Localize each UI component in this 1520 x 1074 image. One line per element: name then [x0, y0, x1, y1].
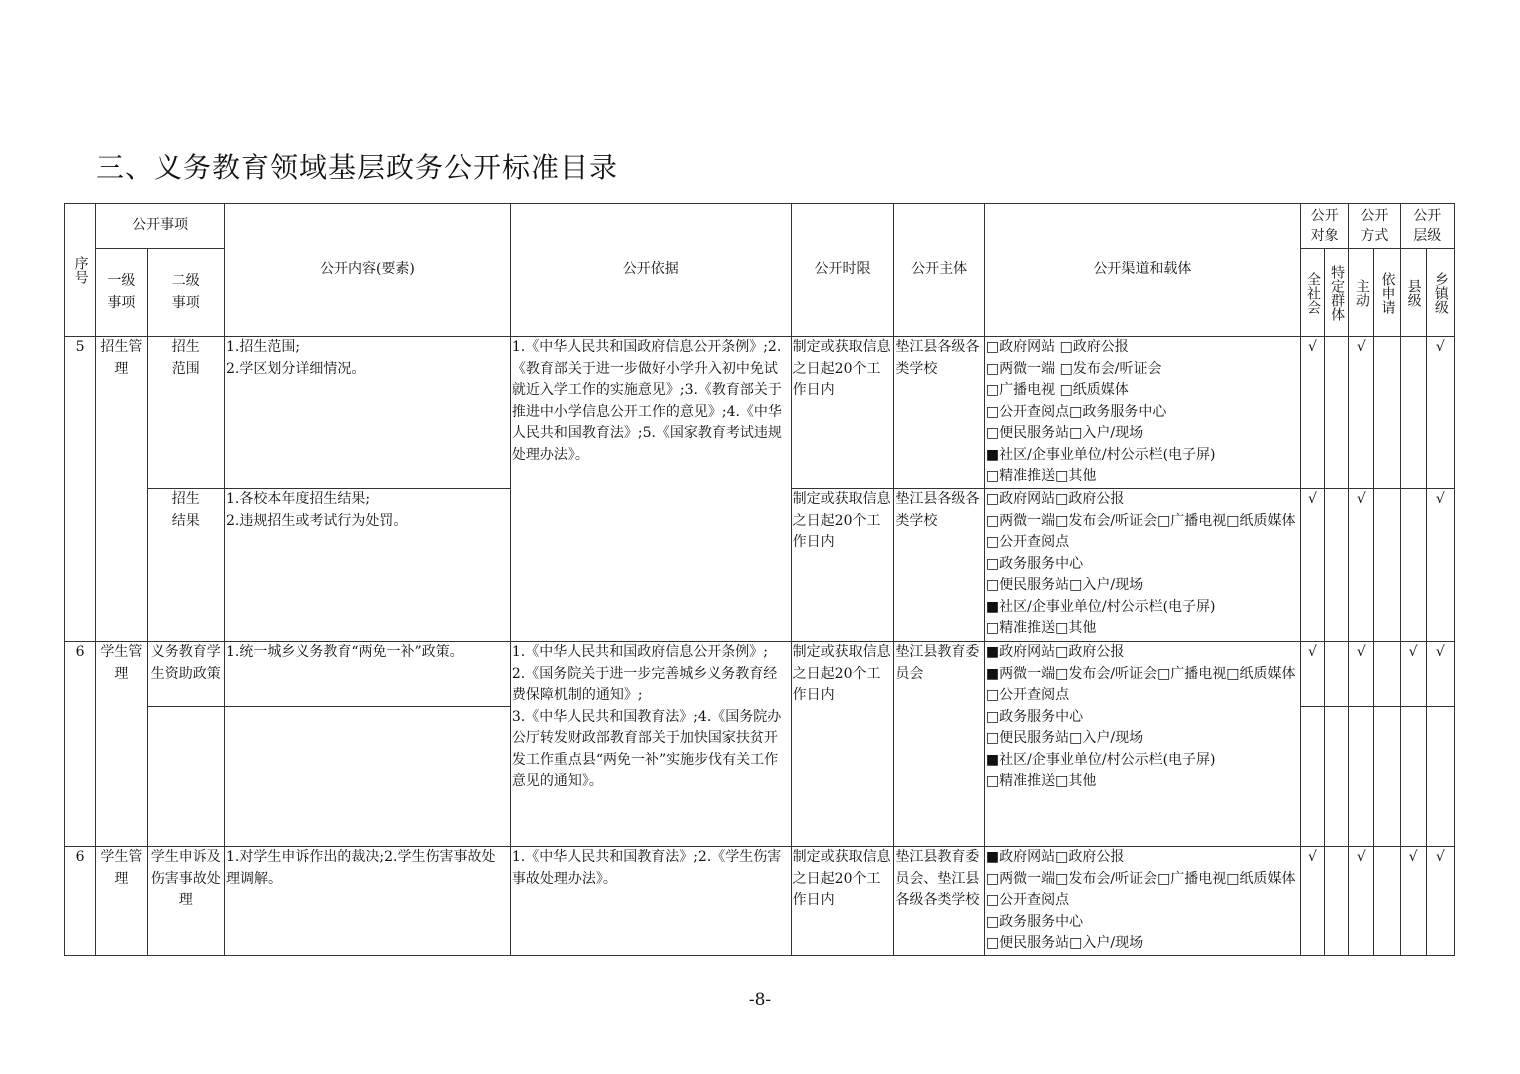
header-township: 乡镇级	[1426, 249, 1454, 337]
header-all-society: 全社会	[1300, 249, 1324, 337]
header-time: 公开时限	[791, 204, 894, 337]
header-subject: 公开主体	[894, 204, 985, 337]
mark-county	[1400, 337, 1426, 489]
mark-on-request	[1374, 337, 1400, 489]
row-content: 1.对学生申诉作出的裁决;2.学生伤害事故处理调解。	[225, 847, 511, 956]
row-level2: 招生 范围	[147, 337, 225, 489]
row-channel: □政府网站□政府公报 □两微一端□发布会/听证会□广播电视□纸质媒体□公开查阅点 □政务服务中心 □便民服务站□入户/现场 ■社区/企事业单位/村公示栏(电子屏) □精准推送□其他	[984, 489, 1300, 642]
mark-township: √	[1426, 337, 1454, 489]
row-channel: ■政府网站□政府公报 □两微一端□发布会/听证会□广播电视□纸质媒体□公开查阅点 □政务服务中心 □便民服务站□入户/现场	[984, 847, 1300, 956]
row-basis: 1.《中华人民共和国政府信息公开条例》; 2.《国务院关于进一步完善城乡义务教育经费保障机制的通知》; 3.《中华人民共和国教育法》;4.《国务院办公厅转发财政部教育部关于加快国家扶贫开发工作重点县“两免一补”实施步伐有关工作意见的通知》。	[510, 642, 791, 847]
mark-empty	[1374, 707, 1400, 847]
row-channel: ■政府网站□政府公报 ■两微一端□发布会/听证会□广播电视□纸质媒体□公开查阅点 □政务服务中心 □便民服务站□入户/现场 ■社区/企事业单位/村公示栏(电子屏) □精准推送□其他	[984, 642, 1300, 847]
mark-township: √	[1426, 847, 1454, 956]
table-row	[65, 642, 1455, 707]
table-row	[65, 337, 1455, 489]
header-channel: 公开渠道和载体	[984, 204, 1300, 337]
header-level: 公开 层级	[1400, 204, 1454, 249]
row-time: 制定或获取信息之日起20个工作日内	[791, 489, 894, 642]
row-content: 1.招生范围; 2.学区划分详细情况。	[225, 337, 511, 489]
header-method: 公开 方式	[1349, 204, 1400, 249]
mark-on-request	[1374, 489, 1400, 642]
row-level1: 招生管理	[96, 337, 147, 642]
row-level1: 学生管理	[96, 847, 147, 956]
header-level2: 二级 事项	[147, 249, 225, 337]
catalog-table	[64, 203, 1455, 956]
mark-on-request	[1374, 642, 1400, 707]
mark-active: √	[1349, 642, 1374, 707]
header-content: 公开内容(要素)	[225, 204, 511, 337]
row-content: 1.各校本年度招生结果; 2.违规招生或考试行为处罚。	[225, 489, 511, 642]
row-level1: 学生管理	[96, 642, 147, 847]
header-basis: 公开依据	[510, 204, 791, 337]
row-subject: 垫江县教育委员会	[894, 642, 985, 847]
header-specific-group: 特定群体	[1325, 249, 1349, 337]
row-level2: 招生 结果	[147, 489, 225, 642]
row-content-empty	[225, 707, 511, 847]
row-level2-empty	[147, 707, 225, 847]
mark-all-society: √	[1300, 337, 1324, 489]
mark-empty	[1300, 707, 1324, 847]
header-active: 主动	[1349, 249, 1374, 337]
row-seq: 6	[65, 847, 96, 956]
mark-all-society: √	[1300, 847, 1324, 956]
row-seq: 5	[65, 337, 96, 642]
mark-active: √	[1349, 337, 1374, 489]
mark-specific-group	[1325, 337, 1349, 489]
page-number: -8-	[748, 990, 772, 1010]
mark-empty	[1349, 707, 1374, 847]
row-seq: 6	[65, 642, 96, 847]
page-title: 三、义务教育领域基层政务公开标准目录	[96, 151, 619, 184]
mark-all-society: √	[1300, 642, 1324, 707]
row-subject: 垫江县各级各类学校	[894, 489, 985, 642]
mark-county: √	[1400, 642, 1426, 707]
mark-county: √	[1400, 847, 1426, 956]
header-level1: 一级 事项	[96, 249, 147, 337]
mark-on-request	[1374, 847, 1400, 956]
row-subject: 垫江县各级各类学校	[894, 337, 985, 489]
row-content: 1.统一城乡义务教育“两免一补”政策。	[225, 642, 511, 707]
row-time: 制定或获取信息之日起20个工作日内	[791, 337, 894, 489]
mark-specific-group	[1325, 642, 1349, 707]
row-level2: 义务教育学生资助政策	[147, 642, 225, 707]
row-basis: 1.《中华人民共和国政府信息公开条例》;2.《教育部关于进一步做好小学升入初中免试就近入学工作的实施意见》;3.《教育部关于推进中小学信息公开工作的意见》;4.《中华人民共和国教育法》;5.《国家教育考试违规处理办法》。	[510, 337, 791, 642]
mark-township: √	[1426, 489, 1454, 642]
header-seq: 序号	[65, 204, 96, 337]
mark-specific-group	[1325, 847, 1349, 956]
mark-active: √	[1349, 489, 1374, 642]
row-time: 制定或获取信息之日起20个工作日内	[791, 847, 894, 956]
mark-all-society: √	[1300, 489, 1324, 642]
header-target: 公开 对象	[1300, 204, 1348, 249]
header-county: 县级	[1400, 249, 1426, 337]
mark-county	[1400, 489, 1426, 642]
row-channel: □政府网站 □政府公报 □两微一端 □发布会/听证会 □广播电视 □纸质媒体 □公开查阅点□政务服务中心 □便民服务站□入户/现场 ■社区/企事业单位/村公示栏(电子屏) □精准推送□其他	[984, 337, 1300, 489]
row-time: 制定或获取信息之日起20个工作日内	[791, 642, 894, 847]
mark-active: √	[1349, 847, 1374, 956]
mark-empty	[1400, 707, 1426, 847]
row-subject: 垫江县教育委员会、垫江县各级各类学校	[894, 847, 985, 956]
row-basis: 1.《中华人民共和国教育法》;2.《学生伤害事故处理办法》。	[510, 847, 791, 956]
header-on-request: 依申请	[1374, 249, 1400, 337]
header-item: 公开事项	[96, 204, 225, 249]
mark-empty	[1325, 707, 1349, 847]
mark-specific-group	[1325, 489, 1349, 642]
mark-empty	[1426, 707, 1454, 847]
row-level2: 学生申诉及伤害事故处理	[147, 847, 225, 956]
table-row	[65, 847, 1455, 956]
mark-township: √	[1426, 642, 1454, 707]
